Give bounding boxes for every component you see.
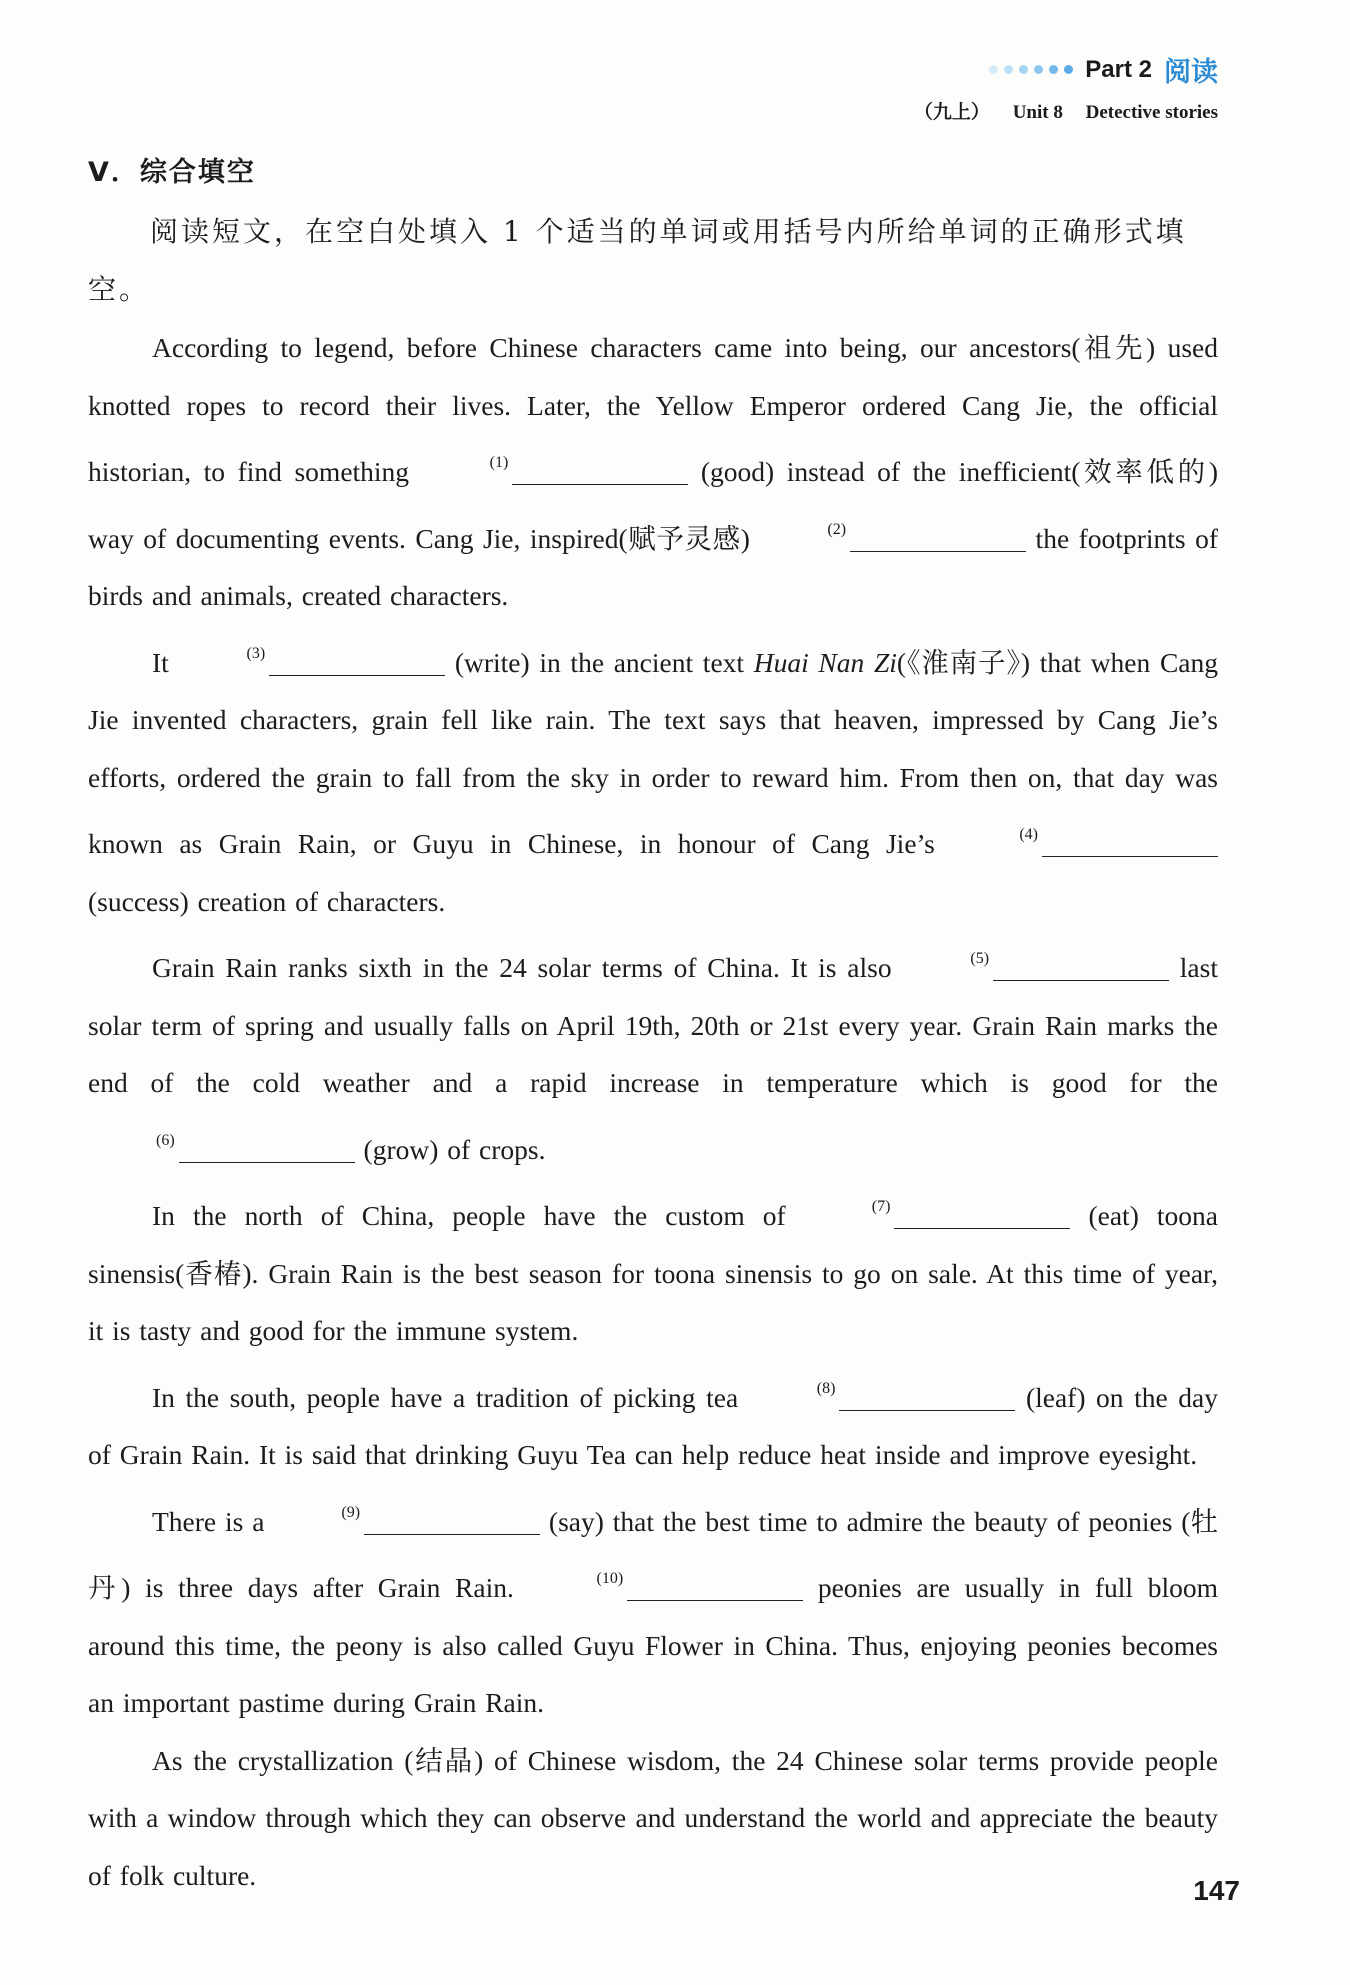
answer-line[interactable] (993, 956, 1169, 981)
dot-icon (1019, 65, 1028, 74)
dot-icon (1049, 65, 1058, 74)
answer-line[interactable] (627, 1576, 803, 1601)
blank-number: (7) (871, 1198, 891, 1215)
text-segment: peonies are usually in full bloom around this time, the peony is also called Guyu Flower in China. Thus, enjoying peonies becomes an important pastime during Grain Rain. (88, 1572, 1218, 1718)
text-segment: (write) in the ancient text (445, 646, 754, 678)
page-header (914, 50, 1218, 124)
text-segment: (success) creation of characters. (88, 885, 446, 917)
text-segment: the footprints of birds and animals, created characters. (88, 522, 1218, 611)
section-title: V．综合填空 (88, 157, 256, 188)
dot-icon (1034, 65, 1043, 74)
text-segment: (good) instead of the inefficient(效率低的) way of documenting events. Cang Jie, inspired(赋予灵感) (88, 456, 1218, 554)
paragraph-5 (88, 1360, 1218, 1484)
paragraph-2 (88, 625, 1218, 931)
blank-number: (1) (489, 454, 509, 471)
blank-6[interactable] (88, 1112, 355, 1179)
dot-icon (1064, 65, 1073, 74)
part-label: Part 2 (1085, 55, 1152, 83)
grade-label: （九上） (913, 102, 990, 123)
blank-number: (10) (596, 1570, 624, 1587)
blank-3[interactable] (179, 625, 446, 692)
exercise-content (88, 150, 1218, 1904)
text-segment: Grain Rain ranks sixth in the 24 solar terms of China. It is also (152, 952, 903, 983)
blank-5[interactable] (902, 930, 1169, 997)
blank-4[interactable] (951, 806, 1218, 873)
text-segment: (grow) of crops. (354, 1133, 546, 1165)
blank-1[interactable] (422, 434, 689, 501)
unit-label: Unit 8 (1012, 102, 1063, 123)
paragraph-6 (88, 1484, 1218, 1732)
blank-7[interactable] (804, 1178, 1071, 1245)
text-segment: It (152, 646, 179, 678)
answer-line[interactable] (512, 460, 688, 485)
blank-2[interactable] (759, 501, 1026, 568)
unit-title: Detective stories (1085, 102, 1218, 123)
text-segment: In the north of China, people have the custom of (152, 1200, 804, 1231)
blank-number: (6) (156, 1131, 175, 1149)
decorative-dots (989, 65, 1073, 74)
text-segment: According to legend, before Chinese characters came into being, our ancestors(祖先) used knotted ropes to record their lives. Later, the Yellow Emperor ordered Cang Jie, the official historian, to find something (88, 332, 1218, 487)
answer-line[interactable] (850, 527, 1026, 552)
book-title: Huai Nan Zi (753, 646, 897, 678)
text-segment: (say) that the best time to admire the beauty of peonies (牡丹) is three days after Grain Rain. (88, 1505, 1218, 1603)
paragraph-7 (88, 1732, 1218, 1905)
text-segment: (leaf) on the day of Grain Rain. It is said that drinking Guyu Tea can help reduce heat inside and improve eyesight. (88, 1381, 1219, 1470)
page-number: 147 (1193, 1875, 1240, 1906)
section-label: 阅读 (1164, 57, 1218, 88)
text-segment: (《淮南子》) that when Cang Jie invented characters, grain fell like rain. The text says that heaven, impressed by Cang Jie’s efforts, ordered the grain to fall from the sky in order to reward him. From then on, that day was known as Grain Rain, or Guyu in Chinese, in honour of Cang Jie’s (88, 646, 1218, 859)
paragraph-1 (88, 319, 1218, 625)
dot-icon (989, 65, 998, 74)
blank-9[interactable] (273, 1484, 540, 1551)
blank-8[interactable] (749, 1360, 1016, 1427)
blank-number: (8) (816, 1379, 836, 1397)
answer-line[interactable] (269, 651, 445, 676)
blank-10[interactable] (529, 1550, 804, 1617)
answer-line[interactable] (179, 1138, 355, 1163)
instruction-text: 阅读短文，在空白处填入 1 个适当的单词或用括号内所给单词的正确形式填空。 (88, 215, 1187, 306)
blank-number: (3) (246, 644, 266, 662)
text-segment: (eat) toona sinensis(香椿). Grain Rain is the best season for toona sinensis to go on sale. At this time of year, it is tasty and good for the immune system. (88, 1200, 1219, 1346)
blank-number: (9) (341, 1503, 361, 1521)
dot-icon (1004, 65, 1013, 74)
text-segment: last solar term of spring and usually falls on April 19th, 20th or 21st every year. Grain Rain marks the end of the cold weather and a rapid increase in temperature which is good for the (88, 952, 1218, 1098)
answer-line[interactable] (894, 1204, 1070, 1229)
text-segment: As the crystallization (结晶) of Chinese wisdom, the 24 Chinese solar terms provide people with a window through which they can observe and understand the world and appreciate the beauty of folk culture. (88, 1744, 1218, 1891)
text-segment: There is a (152, 1505, 274, 1537)
blank-number: (5) (970, 950, 990, 967)
text-segment: In the south, people have a tradition of picking tea (152, 1381, 749, 1413)
answer-line[interactable] (1042, 832, 1218, 857)
blank-number: (2) (827, 520, 847, 538)
paragraph-3 (88, 930, 1218, 1178)
paragraph-4 (88, 1178, 1218, 1360)
answer-line[interactable] (364, 1510, 540, 1535)
answer-line[interactable] (839, 1386, 1015, 1411)
unit-line (914, 97, 1218, 124)
blank-number: (4) (1019, 826, 1038, 843)
